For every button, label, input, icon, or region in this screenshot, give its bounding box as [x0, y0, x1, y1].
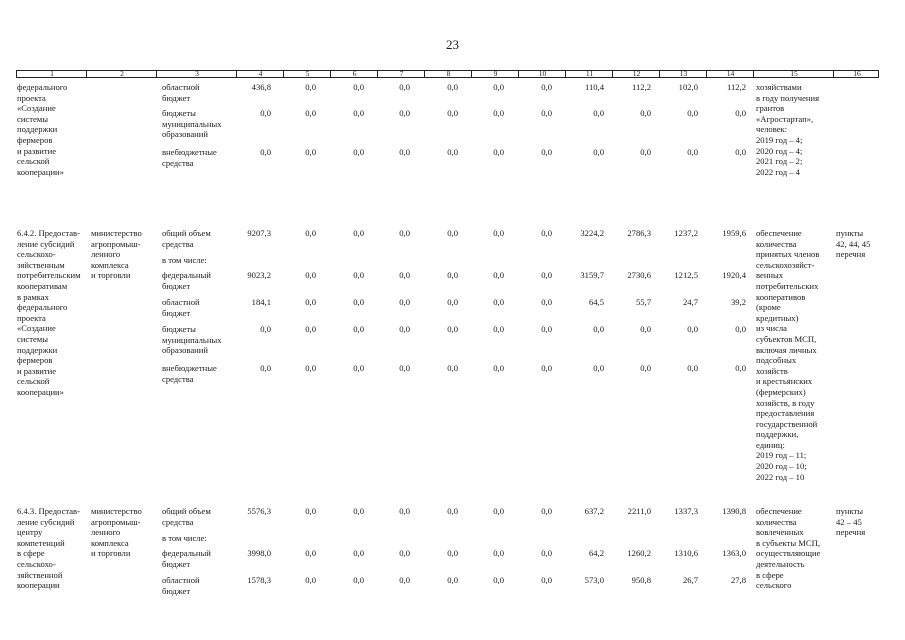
- budget-value: 184,1: [251, 297, 271, 307]
- funding-source-label: областной бюджет: [162, 575, 200, 596]
- column-number: 13: [679, 69, 688, 78]
- funding-source-label: бюджеты муниципальных образований: [162, 324, 222, 356]
- budget-value: 573,0: [584, 575, 604, 585]
- budget-value: 0,0: [399, 297, 410, 307]
- budget-value: 0,0: [447, 270, 458, 280]
- budget-value: 39,2: [730, 297, 746, 307]
- budget-value: 27,8: [730, 575, 746, 585]
- budget-value: 0,0: [541, 147, 552, 157]
- funding-source-label: общий объем средства: [162, 506, 211, 527]
- budget-value: 0,0: [493, 147, 504, 157]
- budget-value: 1310,6: [674, 548, 698, 558]
- column-number: 3: [195, 69, 199, 78]
- budget-value: 0,0: [541, 363, 552, 373]
- budget-value: 0,0: [399, 575, 410, 585]
- budget-value: 0,0: [305, 506, 316, 516]
- budget-value: 0,0: [493, 506, 504, 516]
- budget-value: 3998,0: [247, 548, 271, 558]
- budget-value: 0,0: [353, 82, 364, 92]
- budget-value: 0,0: [735, 147, 746, 157]
- budget-value: 0,0: [447, 228, 458, 238]
- budget-value: 0,0: [493, 548, 504, 558]
- budget-value: 0,0: [593, 108, 604, 118]
- budget-value: 64,2: [588, 548, 604, 558]
- budget-value: 0,0: [447, 108, 458, 118]
- budget-value: 2211,0: [627, 506, 651, 516]
- budget-value: 0,0: [493, 297, 504, 307]
- budget-value: 0,0: [493, 82, 504, 92]
- budget-value: 0,0: [493, 108, 504, 118]
- budget-value: 1363,0: [722, 548, 746, 558]
- column-number: 6: [352, 69, 357, 78]
- budget-value: 0,0: [399, 147, 410, 157]
- budget-value: 0,0: [493, 324, 504, 334]
- budget-value: 1337,3: [674, 506, 698, 516]
- budget-value: 0,0: [640, 147, 651, 157]
- budget-value: 0,0: [447, 324, 458, 334]
- budget-value: 0,0: [353, 324, 364, 334]
- budget-value: 0,0: [541, 506, 552, 516]
- funding-source-label: в том числе:: [162, 255, 207, 265]
- budget-value: 102,0: [678, 82, 698, 92]
- budget-value: 0,0: [305, 575, 316, 585]
- budget-value: 0,0: [353, 506, 364, 516]
- budget-value: 0,0: [305, 147, 316, 157]
- budget-value: 112,2: [726, 82, 746, 92]
- budget-value: 0,0: [399, 324, 410, 334]
- column-number: 10: [538, 69, 547, 78]
- budget-value: 0,0: [640, 363, 651, 373]
- budget-value: 2786,3: [627, 228, 651, 238]
- budget-value: 0,0: [687, 147, 698, 157]
- budget-value: 950,8: [631, 575, 651, 585]
- budget-value: 0,0: [541, 228, 552, 238]
- column-number: 14: [726, 69, 735, 78]
- budget-value: 0,0: [353, 363, 364, 373]
- budget-value: 0,0: [447, 297, 458, 307]
- budget-value: 0,0: [593, 147, 604, 157]
- budget-value: 0,0: [541, 297, 552, 307]
- budget-value: 24,7: [682, 297, 698, 307]
- budget-value: 436,8: [251, 82, 271, 92]
- budget-value: 0,0: [353, 228, 364, 238]
- budget-value: 0,0: [493, 363, 504, 373]
- budget-value: 0,0: [305, 548, 316, 558]
- budget-value: 0,0: [593, 363, 604, 373]
- column-number: 7: [399, 69, 404, 78]
- funding-source-label: бюджеты муниципальных образований: [162, 108, 222, 140]
- budget-value: 0,0: [593, 324, 604, 334]
- responsible-executor: министерство агропромыш- ленного комплекса и торговли: [91, 506, 142, 559]
- budget-value: 0,0: [399, 363, 410, 373]
- budget-value: 0,0: [305, 297, 316, 307]
- budget-value: 0,0: [260, 108, 271, 118]
- column-number: 12: [632, 69, 641, 78]
- column-number: 9: [493, 69, 498, 78]
- budget-value: 0,0: [687, 108, 698, 118]
- budget-value: 0,0: [260, 147, 271, 157]
- budget-value: 0,0: [735, 108, 746, 118]
- budget-value: 0,0: [447, 147, 458, 157]
- target-indicator: обеспечение количества принятых членов сельскохозяйст- венных потребительских кооперативов (кроме кредитных) из числа субъектов МСП, включая личных подсобных хозяйств и крестьянских (фермерских) хозяйств, в году предоставления государственной поддержки, единиц: 2019 год – 11; 2020 год – 10; 2022 год – 10: [756, 228, 820, 482]
- budget-value: 0,0: [260, 363, 271, 373]
- list-reference: пункты 42 – 45 перечня: [836, 506, 866, 538]
- budget-value: 0,0: [353, 270, 364, 280]
- budget-value: 64,5: [588, 297, 604, 307]
- list-reference: пункты 42, 44, 45 перечня: [836, 228, 871, 260]
- budget-value: 0,0: [687, 324, 698, 334]
- target-indicator: хозяйствами в году получения грантов «Агростартап», человек: 2019 год – 4; 2020 год – 4; 2021 год – 2; 2022 год – 4: [756, 82, 820, 177]
- budget-value: 0,0: [399, 228, 410, 238]
- budget-value: 26,7: [682, 575, 698, 585]
- budget-value: 0,0: [541, 575, 552, 585]
- budget-value: 0,0: [447, 506, 458, 516]
- budget-value: 0,0: [353, 108, 364, 118]
- budget-value: 1260,2: [627, 548, 651, 558]
- budget-value: 0,0: [493, 270, 504, 280]
- column-number: 15: [790, 69, 798, 78]
- budget-value: 0,0: [541, 82, 552, 92]
- budget-value: 0,0: [447, 575, 458, 585]
- funding-source-label: в том числе:: [162, 533, 207, 543]
- budget-value: 637,2: [584, 506, 604, 516]
- column-number: 4: [258, 69, 263, 78]
- funding-source-label: областной бюджет: [162, 82, 200, 103]
- budget-value: 1390,8: [722, 506, 746, 516]
- budget-value: 0,0: [353, 297, 364, 307]
- budget-value: 0,0: [399, 506, 410, 516]
- funding-source-label: внебюджетные средства: [162, 363, 217, 384]
- budget-value: 1578,3: [247, 575, 271, 585]
- budget-value: 3224,2: [580, 228, 604, 238]
- column-number: 5: [305, 69, 310, 78]
- funding-source-label: федеральный бюджет: [162, 548, 211, 569]
- budget-value: 1959,6: [722, 228, 746, 238]
- budget-value: 1237,2: [674, 228, 698, 238]
- measure-name: 6.4.2. Предостав- ление субсидий сельскохо- зяйственным потребительским кооперативам в рамках федерального проекта «Создание системы поддержки фермеров и развитие сельской кооперации»: [17, 228, 81, 397]
- budget-value: 0,0: [541, 324, 552, 334]
- budget-value: 0,0: [353, 548, 364, 558]
- budget-value: 0,0: [447, 548, 458, 558]
- budget-value: 0,0: [735, 363, 746, 373]
- budget-value: 0,0: [447, 363, 458, 373]
- budget-value: 0,0: [493, 228, 504, 238]
- budget-value: 0,0: [305, 363, 316, 373]
- budget-value: 0,0: [640, 324, 651, 334]
- responsible-executor: министерство агропромыш- ленного комплекса и торговли: [91, 228, 142, 281]
- budget-value: 0,0: [687, 363, 698, 373]
- budget-value: 9207,3: [247, 228, 271, 238]
- column-number: 16: [853, 69, 861, 78]
- budget-value: 1212,5: [674, 270, 698, 280]
- budget-value: 0,0: [399, 82, 410, 92]
- budget-value: 0,0: [305, 82, 316, 92]
- funding-source-label: общий объем средства: [162, 228, 211, 249]
- budget-value: 110,4: [584, 82, 604, 92]
- column-number: 11: [585, 69, 594, 78]
- budget-value: 0,0: [260, 324, 271, 334]
- budget-value: 0,0: [447, 82, 458, 92]
- budget-value: 0,0: [305, 270, 316, 280]
- budget-value: 55,7: [635, 297, 651, 307]
- measure-name: 6.4.3. Предостав- ление субсидий центру компетенций в сфере сельскохо- зяйственной кооперации: [17, 506, 80, 591]
- budget-value: 0,0: [305, 324, 316, 334]
- column-number: 2: [120, 69, 124, 78]
- budget-value: 0,0: [541, 108, 552, 118]
- target-indicator: обеспечение количества вовлеченных в субъекты МСП, осуществляющие деятельность в сфере сельского: [756, 506, 821, 591]
- budget-value: 112,2: [631, 82, 651, 92]
- budget-value: 0,0: [541, 270, 552, 280]
- budget-value: 1920,4: [722, 270, 746, 280]
- budget-value: 2730,6: [627, 270, 651, 280]
- page-number: 23: [446, 37, 459, 52]
- budget-value: 0,0: [353, 147, 364, 157]
- budget-value: 0,0: [399, 548, 410, 558]
- column-number-header: [16, 70, 879, 78]
- budget-value: 0,0: [541, 548, 552, 558]
- budget-value: 0,0: [640, 108, 651, 118]
- budget-value: 3159,7: [580, 270, 604, 280]
- funding-source-label: областной бюджет: [162, 297, 200, 318]
- funding-source-label: внебюджетные средства: [162, 147, 217, 168]
- budget-value: 0,0: [493, 575, 504, 585]
- budget-value: 5576,3: [247, 506, 271, 516]
- budget-value: 0,0: [305, 228, 316, 238]
- funding-source-label: федеральный бюджет: [162, 270, 211, 291]
- column-number: 8: [446, 69, 451, 78]
- budget-value: 0,0: [353, 575, 364, 585]
- budget-value: 0,0: [305, 108, 316, 118]
- budget-value: 0,0: [735, 324, 746, 334]
- measure-name: федерального проекта «Создание системы поддержки фермеров и развитие сельской кооперации»: [17, 82, 68, 177]
- budget-value: 0,0: [399, 270, 410, 280]
- column-number: 1: [50, 69, 54, 78]
- budget-value: 9023,2: [247, 270, 271, 280]
- budget-value: 0,0: [399, 108, 410, 118]
